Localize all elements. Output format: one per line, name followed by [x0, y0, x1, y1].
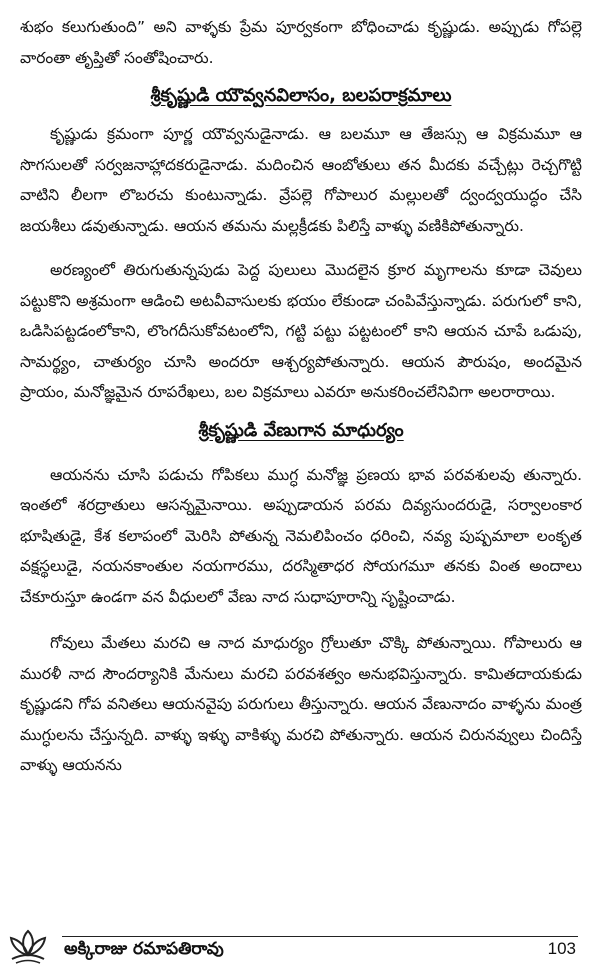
paragraph: గోవులు మేతలు మరచి ఆ నాద మాధుర్యం గ్రోలుతూ చొక్కి పోతున్నాయి. గోపాలురు ఆ మురళీ నాద సౌందర్యానికి మేనులు మరచి పరవశత్వం అనుభవిస్తున్నారు. కామితదాయకుడు కృష్ణుడని గోప వనితలు ఆయనవైపు పరుగులు తీస్తున్నారు. ఆయన వేణునాదం వాళ్ళను మంత్ర ముగ్ధులను చేస్తున్నది. వాళ్ళు ఇళ్ళు వాకిళ్ళు మరచి పోతున్నారు. ఆయన చిరునవ్వులు చిందిస్తే వాళ్ళు ఆయనను: [20, 634, 582, 774]
paragraph: శుభం కలుగుతుంది” అని వాళ్ళకు ప్రేమ పూర్వకంగా బోధించాడు కృష్ణుడు. అప్పుడు గోపల్లె వారంతా తృప్తితో సంతోషించారు.: [20, 18, 582, 67]
footer-rule: [62, 936, 578, 937]
paragraph: ఆయనను చూసి పడుచు గోపికలు ముగ్ధ మనోజ్ఞ ప్రణయ భావ పరవశులవు తున్నారు. ఇంతలో శరద్రాతులు ఆసన్నమైనాయి. అప్పుడాయన పరమ దివ్యసుందరుడై, సర్వాలంకార భూషితుడై, కేశ కలాపంలో మెరిసి పోతున్న నెమలిపించం ధరించి, నవ్య పుష్పమాలా లంకృత వక్షస్థలుడై, నయనకాంతుల నయగారము, దరస్మితాధర సోయగమూ తనకు వింత అందాలు చేకూరుస్తూ ఉండగా వన వీధులలో వేణు నాద సుధాపూరాన్ని సృష్టించాడు.: [20, 465, 582, 606]
author-name: అక్కిరాజు రమాపతిరావు: [64, 939, 224, 959]
paragraph: కృష్ణుడు క్రమంగా పూర్ణ యౌవ్వనుడైనాడు. ఆ బలమూ ఆ తేజస్సు ఆ విక్రమమూ ఆ సొగసులతో సర్వజనాహ్లాదకరుడైనాడు. మదించిన ఆంబోతులు తన మీదకు వచ్చేట్లు రెచ్చగొట్టి వాటిని లీలగా లొబరచు కుంటున్నాడు. వ్రేపల్లె గోపాలుర మల్లులతో ద్వంద్వయుద్ధం చేసి జయశీలు డవుతున్నాడు. ఆయన తమను మల్లక్రీడకు పిలిస్తే వాళ్ళు వణికిపోతున్నారు.: [20, 125, 582, 235]
page-footer: [0, 917, 600, 972]
section-heading: శ్రీకృష్ణుడి వేణుగాన మాధుర్యం: [198, 419, 404, 441]
page-number: 103: [547, 939, 576, 958]
paragraph: అరణ్యంలో తిరుగుతున్నపుడు పెద్ద పులులు మొదలైన క్రూర మృగాలను కూడా చెవులు పట్టుకొని అశ్రమంగా ఆడించి అటవీవాసులకు భయం లేకుండా చంపివేస్తున్నాడు. పరుగులో కాని, ఒడిసిపట్టడంలోకాని, లొంగదీసుకోవటంలోని, గట్టి పట్టు పట్టటంలో కాని ఆయన చూపే ఒడుపు, సామర్థ్యం, చాతుర్యం చూసి అందరూ ఆశ్చర్యపోతున్నారు. ఆయన పౌరుషం, అందమైన ప్రాయం, మనోజ్ఞమైన రూపరేఖలు, బల విక్రమాలు ఎవరూ అనుకరించలేనివిగా అలరారాయి.: [20, 261, 582, 401]
section-heading: శ్రీకృష్ణుడి యౌవ్వనవిలాసం, బలపరాక్రమాలు: [150, 85, 452, 106]
page-body: [20, 12, 582, 781]
lotus-emblem-icon: [6, 927, 50, 967]
